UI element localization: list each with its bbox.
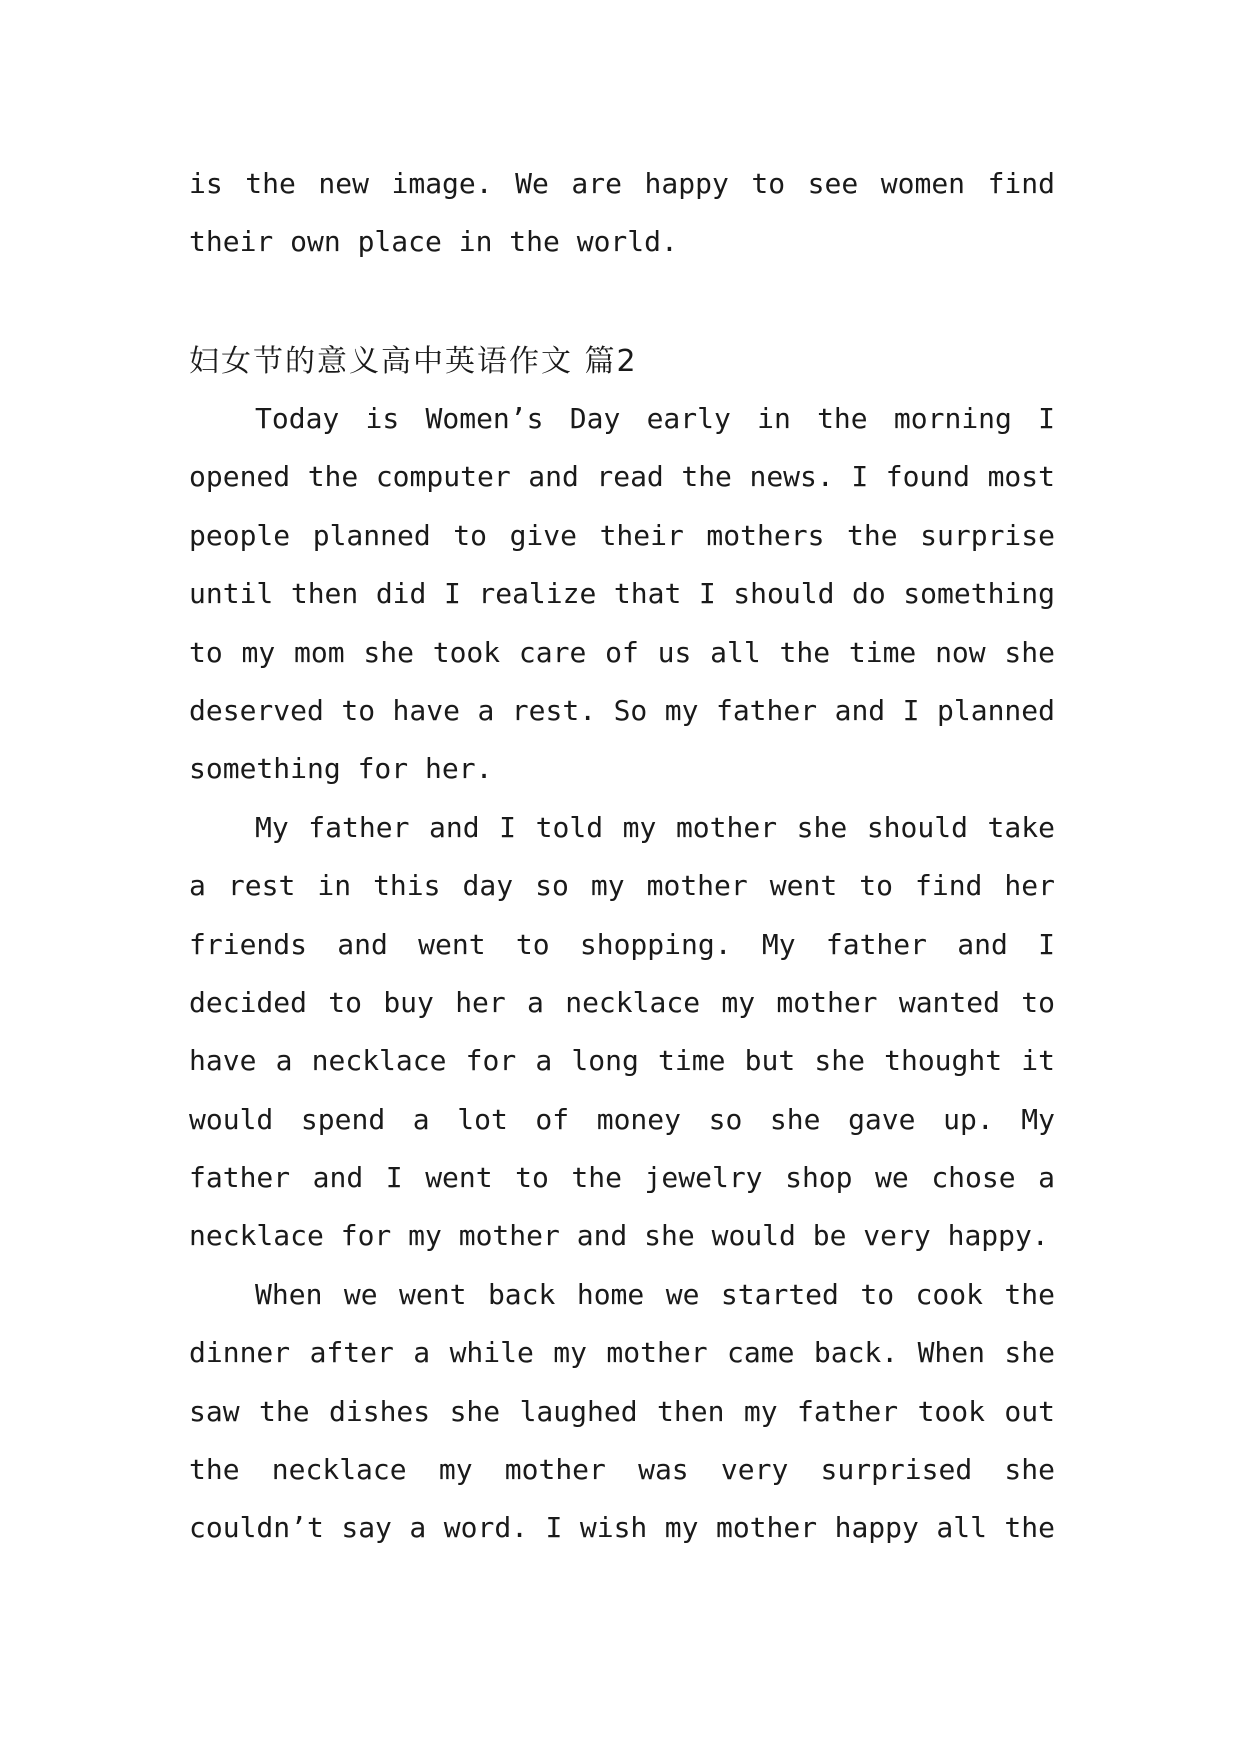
text-line: Today is Women’s Day early in the morning I [255,402,1055,435]
essay-body [189,390,1055,1558]
text-line: decided to buy her a necklace my mother wanted to [189,985,1055,1019]
text-line: couldn’t say a word. I wish my mother happy all the [189,1511,1055,1545]
text-line: When we went back home we started to cook the [255,1277,1055,1311]
text-line: father and I went to the jewelry shop we chose a [189,1161,1055,1195]
text-line: is the new image. We are happy to see women find [189,167,1055,200]
text-line: people planned to give their mothers the surprise [189,518,1055,552]
text-line: have a necklace for a long time but she thought it [189,1044,1055,1078]
text-line: a rest in this day so my mother went to find her [189,869,1055,903]
section-heading: 妇女节的意义高中英语作文 篇2 [189,344,638,379]
text-line: friends and went to shopping. My father and I [189,927,1055,961]
text-line: to my mom she took care of us all the time now she [189,635,1055,669]
text-line: saw the dishes she laughed then my father took out [189,1394,1055,1428]
paragraph-continued [189,155,1055,272]
text-line: dinner after a while my mother came back. When she [189,1336,1055,1370]
text-line: would spend a lot of money so she gave up. My [189,1102,1055,1136]
text-line: their own place in the world. [189,225,678,259]
text-line: the necklace my mother was very surprised she [189,1453,1055,1487]
text-line: deserved to have a rest. So my father and I planned [189,693,1055,727]
text-line: opened the computer and read the news. I found most [189,460,1055,494]
text-line: necklace for my mother and she would be very happy. [189,1219,1049,1253]
text-line: something for her. [189,752,493,786]
text-line: until then did I realize that I should do something [189,577,1055,611]
text-line: My father and I told my mother she should take [255,810,1055,844]
